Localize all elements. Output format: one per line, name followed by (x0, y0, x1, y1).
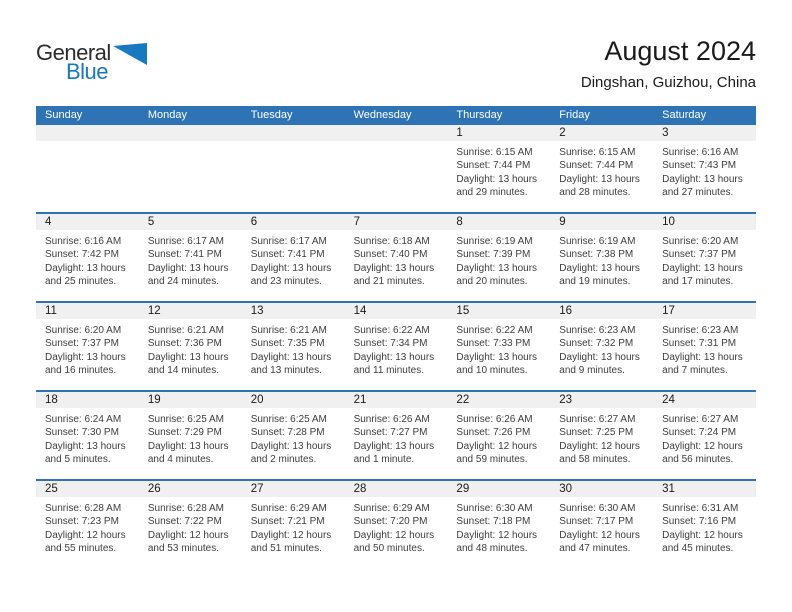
day-number: 22 (447, 392, 550, 408)
day-number: 27 (242, 481, 345, 497)
day-details (653, 319, 756, 378)
day-details (345, 497, 448, 556)
day-cell (242, 303, 345, 390)
day-details (242, 497, 345, 556)
empty-day-cell (345, 125, 448, 212)
day-number: 10 (653, 214, 756, 230)
day-cell (36, 392, 139, 479)
day-cell (345, 214, 448, 301)
day-number: 6 (242, 214, 345, 230)
daylight-text-line1: Daylight: 13 hours (45, 440, 126, 452)
day-details (447, 230, 550, 289)
weekday-label: Wednesday (353, 109, 412, 121)
daylight-text-line2: and 5 minutes. (45, 454, 111, 466)
day-cell (139, 481, 242, 568)
day-details (447, 408, 550, 467)
sunset-text: Sunset: 7:37 PM (45, 338, 119, 350)
weekday-label: Friday (559, 109, 590, 121)
daylight-text-line1: Daylight: 13 hours (45, 351, 126, 363)
sunset-text: Sunset: 7:18 PM (456, 516, 531, 528)
sunrise-text: Sunrise: 6:15 AM (456, 147, 533, 158)
logo-triangle-icon (113, 43, 147, 65)
daylight-text-line1: Daylight: 13 hours (456, 173, 538, 185)
day-cell (36, 481, 139, 568)
weekday-label: Monday (147, 109, 187, 121)
daylight-text-line2: and 59 minutes. (456, 454, 528, 466)
daylight-text-line2: and 29 minutes. (456, 187, 528, 199)
day-cell (139, 214, 242, 301)
day-cell (242, 214, 345, 301)
sunrise-text: Sunrise: 6:30 AM (456, 503, 533, 514)
sunset-text: Sunset: 7:22 PM (147, 516, 222, 528)
day-number: 12 (139, 303, 242, 319)
daylight-text-line1: Daylight: 13 hours (662, 173, 743, 185)
day-details (139, 408, 242, 467)
empty-day-cell (139, 125, 242, 212)
week-row (36, 301, 756, 390)
sunrise-text: Sunrise: 6:25 AM (147, 414, 224, 425)
sunrise-text: Sunrise: 6:19 AM (559, 236, 636, 247)
sunset-text: Sunset: 7:33 PM (456, 338, 531, 350)
sunrise-text: Sunrise: 6:31 AM (662, 503, 739, 514)
weekday-header-row (36, 106, 756, 125)
sunset-text: Sunset: 7:40 PM (353, 249, 428, 261)
daylight-text-line2: and 14 minutes. (147, 365, 220, 377)
day-cell (447, 481, 550, 568)
daylight-text-line1: Daylight: 12 hours (353, 529, 435, 541)
sunset-text: Sunset: 7:35 PM (250, 338, 325, 350)
daylight-text-line2: and 7 minutes. (662, 365, 728, 377)
daylight-text-line1: Daylight: 13 hours (353, 351, 435, 363)
sunrise-text: Sunrise: 6:15 AM (559, 147, 636, 158)
daylight-text-line2: and 28 minutes. (559, 187, 631, 199)
day-details (345, 408, 448, 467)
daylight-text-line1: Daylight: 13 hours (456, 262, 538, 274)
week-row (36, 390, 756, 479)
week-row (36, 212, 756, 301)
day-cell (139, 303, 242, 390)
day-number: 26 (139, 481, 242, 497)
sunrise-text: Sunrise: 6:29 AM (353, 503, 430, 514)
day-details (653, 497, 756, 556)
daylight-text-line2: and 16 minutes. (45, 365, 117, 377)
daylight-text-line2: and 10 minutes. (456, 365, 528, 377)
day-number: 3 (653, 125, 756, 141)
daylight-text-line1: Daylight: 12 hours (559, 529, 640, 541)
sunset-text: Sunset: 7:24 PM (662, 427, 737, 439)
logo-text-general: General (36, 40, 111, 65)
day-details (550, 230, 653, 289)
sunset-text: Sunset: 7:34 PM (353, 338, 428, 350)
weekday-label: Thursday (456, 109, 503, 121)
daylight-text-line1: Daylight: 12 hours (456, 529, 538, 541)
day-details (36, 497, 139, 556)
empty-day-cell (242, 125, 345, 212)
daylight-text-line1: Daylight: 12 hours (250, 529, 332, 541)
daylight-text-line1: Daylight: 13 hours (250, 351, 332, 363)
sunrise-text: Sunrise: 6:22 AM (353, 325, 430, 336)
daylight-text-line2: and 4 minutes. (147, 454, 214, 466)
day-details (653, 408, 756, 467)
day-details (139, 497, 242, 556)
day-cell (139, 392, 242, 479)
daylight-text-line2: and 50 minutes. (353, 543, 425, 555)
weekday-label: Tuesday (250, 109, 293, 121)
sunrise-text: Sunrise: 6:20 AM (45, 325, 122, 336)
sunset-text: Sunset: 7:39 PM (456, 249, 531, 261)
weeks-container (36, 125, 756, 568)
daylight-text-line2: and 48 minutes. (456, 543, 528, 555)
daylight-text-line2: and 13 minutes. (250, 365, 322, 377)
day-details (139, 230, 242, 289)
daylight-text-line2: and 2 minutes. (250, 454, 317, 466)
day-number: 29 (447, 481, 550, 497)
daylight-text-line2: and 20 minutes. (456, 276, 528, 288)
day-number: 20 (242, 392, 345, 408)
sunrise-text: Sunrise: 6:30 AM (559, 503, 636, 514)
sunset-text: Sunset: 7:30 PM (45, 427, 119, 439)
day-number (36, 125, 139, 141)
day-details (550, 319, 653, 378)
day-cell (653, 214, 756, 301)
daylight-text-line1: Daylight: 13 hours (147, 440, 229, 452)
day-cell (550, 125, 653, 212)
daylight-text-line1: Daylight: 13 hours (559, 262, 640, 274)
daylight-text-line1: Daylight: 13 hours (456, 351, 538, 363)
sunrise-text: Sunrise: 6:19 AM (456, 236, 533, 247)
day-number: 1 (447, 125, 550, 141)
day-number: 28 (345, 481, 448, 497)
day-cell (447, 125, 550, 212)
daylight-text-line2: and 23 minutes. (250, 276, 322, 288)
sunset-text: Sunset: 7:21 PM (250, 516, 325, 528)
daylight-text-line1: Daylight: 12 hours (662, 529, 743, 541)
daylight-text-line1: Daylight: 13 hours (662, 262, 743, 274)
daylight-text-line2: and 58 minutes. (559, 454, 631, 466)
daylight-text-line2: and 25 minutes. (45, 276, 117, 288)
sunset-text: Sunset: 7:37 PM (662, 249, 737, 261)
day-details (36, 230, 139, 289)
day-cell (447, 303, 550, 390)
sunset-text: Sunset: 7:23 PM (45, 516, 119, 528)
sunrise-text: Sunrise: 6:18 AM (353, 236, 430, 247)
day-cell (550, 303, 653, 390)
logo-text-blue: Blue (66, 59, 109, 84)
day-cell (447, 392, 550, 479)
sunrise-text: Sunrise: 6:28 AM (147, 503, 224, 514)
sunset-text: Sunset: 7:42 PM (45, 249, 119, 261)
sunset-text: Sunset: 7:28 PM (250, 427, 325, 439)
daylight-text-line1: Daylight: 13 hours (147, 351, 229, 363)
sunrise-text: Sunrise: 6:20 AM (662, 236, 739, 247)
location-subtitle: Dingshan, Guizhou, China (580, 74, 756, 91)
day-details (653, 230, 756, 289)
day-details (447, 497, 550, 556)
day-cell (550, 481, 653, 568)
day-cell (345, 392, 448, 479)
daylight-text-line2: and 11 minutes. (353, 365, 424, 377)
day-cell (345, 481, 448, 568)
day-number: 30 (550, 481, 653, 497)
title-block (581, 36, 756, 91)
calendar-table (36, 106, 756, 568)
daylight-text-line1: Daylight: 13 hours (147, 262, 229, 274)
sunrise-text: Sunrise: 6:25 AM (250, 414, 327, 425)
daylight-text-line1: Daylight: 13 hours (250, 262, 332, 274)
daylight-text-line1: Daylight: 13 hours (559, 351, 640, 363)
sunrise-text: Sunrise: 6:23 AM (559, 325, 636, 336)
sunset-text: Sunset: 7:25 PM (559, 427, 634, 439)
day-number: 11 (36, 303, 139, 319)
daylight-text-line2: and 56 minutes. (662, 454, 734, 466)
sunset-text: Sunset: 7:26 PM (456, 427, 531, 439)
day-cell (653, 125, 756, 212)
daylight-text-line1: Daylight: 12 hours (662, 440, 743, 452)
day-number: 5 (139, 214, 242, 230)
daylight-text-line1: Daylight: 13 hours (662, 351, 743, 363)
weekday-label: Sunday (45, 109, 83, 121)
day-number (345, 125, 448, 141)
day-details (242, 408, 345, 467)
sunrise-text: Sunrise: 6:29 AM (250, 503, 327, 514)
sunset-text: Sunset: 7:17 PM (559, 516, 634, 528)
sunrise-text: Sunrise: 6:22 AM (456, 325, 533, 336)
sunrise-text: Sunrise: 6:17 AM (250, 236, 327, 247)
daylight-text-line1: Daylight: 13 hours (559, 173, 640, 185)
day-number: 9 (550, 214, 653, 230)
daylight-text-line1: Daylight: 12 hours (147, 529, 229, 541)
day-cell (242, 392, 345, 479)
sunrise-text: Sunrise: 6:23 AM (662, 325, 739, 336)
day-number: 24 (653, 392, 756, 408)
sunrise-text: Sunrise: 6:28 AM (45, 503, 122, 514)
day-cell (242, 481, 345, 568)
day-cell (36, 214, 139, 301)
daylight-text-line2: and 19 minutes. (559, 276, 631, 288)
page-title: August 2024 (604, 36, 756, 66)
day-number: 17 (653, 303, 756, 319)
daylight-text-line2: and 45 minutes. (662, 543, 734, 555)
sunset-text: Sunset: 7:38 PM (559, 249, 634, 261)
day-number: 23 (550, 392, 653, 408)
sunset-text: Sunset: 7:43 PM (662, 160, 737, 172)
day-number: 18 (36, 392, 139, 408)
day-details (550, 141, 653, 200)
day-number: 7 (345, 214, 448, 230)
week-row (36, 479, 756, 568)
sunset-text: Sunset: 7:44 PM (559, 160, 634, 172)
day-details (345, 319, 448, 378)
daylight-text-line2: and 21 minutes. (353, 276, 425, 288)
day-details (550, 408, 653, 467)
daylight-text-line1: Daylight: 13 hours (250, 440, 332, 452)
sunset-text: Sunset: 7:31 PM (662, 338, 737, 350)
day-number: 2 (550, 125, 653, 141)
week-row (36, 125, 756, 212)
sunset-text: Sunset: 7:16 PM (662, 516, 737, 528)
daylight-text-line1: Daylight: 13 hours (353, 262, 435, 274)
sunrise-text: Sunrise: 6:21 AM (250, 325, 327, 336)
day-number: 25 (36, 481, 139, 497)
day-details (447, 319, 550, 378)
daylight-text-line2: and 1 minute. (353, 454, 415, 466)
day-number: 19 (139, 392, 242, 408)
daylight-text-line2: and 24 minutes. (147, 276, 220, 288)
daylight-text-line2: and 51 minutes. (250, 543, 322, 555)
daylight-text-line2: and 53 minutes. (147, 543, 220, 555)
daylight-text-line2: and 47 minutes. (559, 543, 631, 555)
day-details (36, 408, 139, 467)
daylight-text-line1: Daylight: 12 hours (456, 440, 538, 452)
day-number (242, 125, 345, 141)
day-details (139, 319, 242, 378)
day-number: 16 (550, 303, 653, 319)
day-details (345, 230, 448, 289)
day-details (653, 141, 756, 200)
day-details (447, 141, 550, 200)
daylight-text-line1: Daylight: 12 hours (45, 529, 126, 541)
day-details (550, 497, 653, 556)
sunset-text: Sunset: 7:36 PM (147, 338, 222, 350)
sunset-text: Sunset: 7:29 PM (147, 427, 222, 439)
sunset-text: Sunset: 7:20 PM (353, 516, 428, 528)
sunrise-text: Sunrise: 6:26 AM (456, 414, 533, 425)
day-number (139, 125, 242, 141)
weekday-label: Saturday (662, 109, 707, 121)
day-cell (550, 214, 653, 301)
day-number: 31 (653, 481, 756, 497)
sunrise-text: Sunrise: 6:17 AM (147, 236, 224, 247)
daylight-text-line2: and 27 minutes. (662, 187, 734, 199)
sunset-text: Sunset: 7:32 PM (559, 338, 634, 350)
empty-day-cell (36, 125, 139, 212)
day-cell (653, 481, 756, 568)
day-cell (550, 392, 653, 479)
daylight-text-line2: and 55 minutes. (45, 543, 117, 555)
day-number: 15 (447, 303, 550, 319)
day-cell (36, 303, 139, 390)
sunrise-text: Sunrise: 6:27 AM (559, 414, 636, 425)
day-number: 13 (242, 303, 345, 319)
sunset-text: Sunset: 7:41 PM (147, 249, 222, 261)
sunrise-text: Sunrise: 6:16 AM (45, 236, 122, 247)
sunset-text: Sunset: 7:44 PM (456, 160, 531, 172)
day-cell (653, 392, 756, 479)
day-number: 21 (345, 392, 448, 408)
daylight-text-line2: and 17 minutes. (662, 276, 734, 288)
day-number: 8 (447, 214, 550, 230)
day-number: 14 (345, 303, 448, 319)
sunrise-text: Sunrise: 6:27 AM (662, 414, 739, 425)
sunrise-text: Sunrise: 6:16 AM (662, 147, 739, 158)
sunrise-text: Sunrise: 6:21 AM (147, 325, 224, 336)
daylight-text-line1: Daylight: 13 hours (45, 262, 126, 274)
daylight-text-line2: and 9 minutes. (559, 365, 625, 377)
day-cell (345, 303, 448, 390)
sunset-text: Sunset: 7:27 PM (353, 427, 428, 439)
day-details (242, 319, 345, 378)
day-details (36, 319, 139, 378)
day-details (242, 230, 345, 289)
daylight-text-line1: Daylight: 12 hours (559, 440, 640, 452)
daylight-text-line1: Daylight: 13 hours (353, 440, 435, 452)
general-blue-logo (36, 42, 147, 83)
day-cell (447, 214, 550, 301)
sunset-text: Sunset: 7:41 PM (250, 249, 325, 261)
sunrise-text: Sunrise: 6:24 AM (45, 414, 122, 425)
day-cell (653, 303, 756, 390)
sunrise-text: Sunrise: 6:26 AM (353, 414, 430, 425)
day-number: 4 (36, 214, 139, 230)
